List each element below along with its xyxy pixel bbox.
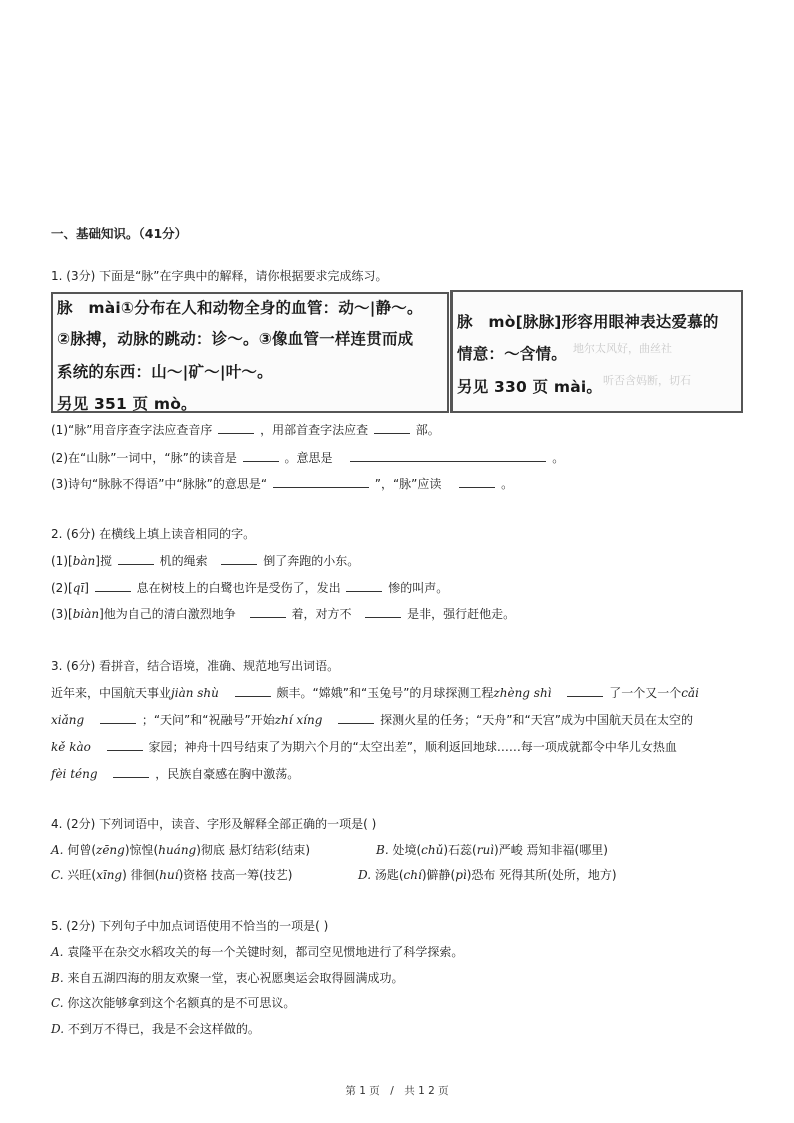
- text: ，用部首查字法应查: [260, 423, 369, 437]
- text: (3)[: [51, 607, 73, 621]
- question-4-stem: 4. (2分) 下列词语中，读音、字形及解释全部正确的一项是( ): [51, 817, 377, 831]
- dict-line: 另见 330 页 mài。: [457, 378, 603, 396]
- question-5-stem: 5. (2分) 下列句子中加点词语使用不恰当的一项是( ): [51, 919, 329, 933]
- text: )石蕊(: [443, 843, 477, 857]
- page-footer: 第 1 页 / 共 1 2 页: [345, 1085, 449, 1097]
- text: (1)“脉”用音序查字法应查音序: [51, 423, 213, 437]
- question-1-sub2: [51, 450, 564, 466]
- text: ]搅: [95, 554, 112, 568]
- text: 颇丰。“嫦娥”和“玉兔号”的月球探测工程: [276, 686, 494, 700]
- answer-blank[interactable]: [107, 739, 143, 751]
- option-letter: A.: [51, 843, 64, 857]
- answer-blank[interactable]: [350, 450, 546, 462]
- text: 来自五湖四海的朋友欢聚一堂，衷心祝愿奥运会取得圆满成功。: [67, 971, 404, 985]
- text: ]他为自己的清白激烈地争: [99, 607, 236, 621]
- dict-line: 情意：～含情。: [457, 345, 567, 363]
- text: 息在树枝上的白鹭也许是受伤了，发出: [136, 581, 341, 595]
- text: 了一个又一个: [609, 686, 682, 700]
- answer-blank[interactable]: [100, 712, 136, 724]
- text: 兴旺(: [67, 868, 97, 882]
- text: 处境(: [392, 843, 422, 857]
- option-letter: C.: [51, 996, 64, 1010]
- question-1-sub1: [51, 422, 440, 438]
- text: ]: [84, 581, 89, 595]
- pinyin: zhèng shì: [493, 686, 552, 700]
- text: ”，“脉”应读: [374, 477, 442, 491]
- pinyin: huí: [159, 868, 179, 882]
- text: 倒了奔跑的小东。: [263, 554, 360, 568]
- pinyin: zhí xíng: [274, 713, 323, 727]
- text: 家园；神舟十四号结束了为期六个月的“太空出差”，顺利返回地球……每一项成就都令中华儿女热血: [148, 740, 677, 754]
- question-2-stem: 2. (6分) 在横线上填上读音相同的字。: [51, 527, 256, 541]
- text: )彻底 悬灯结彩(结束): [196, 843, 311, 857]
- question-3-line2: [51, 712, 693, 728]
- text: )严峻 焉知非福(哪里): [494, 843, 608, 857]
- answer-blank[interactable]: [235, 685, 271, 697]
- section-title: 一、基础知识。（41分）: [51, 226, 188, 241]
- pinyin: cǎi: [681, 686, 699, 700]
- dictionary-entry-mai: [51, 292, 449, 413]
- pinyin: fèi téng: [51, 767, 98, 781]
- answer-blank[interactable]: [243, 450, 279, 462]
- dict-line: 另见 351 页 mò。: [57, 395, 197, 413]
- text: 汤匙(: [374, 868, 404, 882]
- option-d[interactable]: [51, 1021, 260, 1037]
- pinyin: biàn: [72, 607, 100, 621]
- text: 着，对方不: [291, 607, 352, 621]
- text: 何曾(: [67, 843, 96, 857]
- pinyin: pì: [455, 868, 467, 882]
- show-through-text: 地尔太风好，曲丝社: [573, 342, 672, 355]
- show-through-text: 听否含妈断，切石: [603, 374, 691, 387]
- option-c[interactable]: [51, 867, 292, 883]
- option-letter: A.: [51, 945, 64, 959]
- option-c[interactable]: [51, 995, 295, 1011]
- answer-blank[interactable]: [338, 712, 374, 724]
- question-1-stem: 1. (3分) 下面是“脉”在字典中的解释，请你根据要求完成练习。: [51, 269, 388, 283]
- text: 机的绳索: [159, 554, 208, 568]
- answer-blank[interactable]: [95, 580, 131, 592]
- text: ，民族自豪感在胸中激荡。: [155, 767, 300, 781]
- option-letter: B.: [376, 843, 389, 857]
- answer-blank[interactable]: [118, 553, 154, 565]
- option-letter: B.: [51, 971, 64, 985]
- pinyin: qī: [72, 581, 85, 595]
- answer-blank[interactable]: [218, 422, 254, 434]
- pinyin: ruì: [476, 843, 495, 857]
- text: 袁隆平在杂交水稻攻关的每一个关键时刻，都司空见惯地进行了科学探索。: [67, 945, 464, 959]
- option-a[interactable]: [51, 944, 463, 960]
- answer-blank[interactable]: [250, 606, 286, 618]
- text: )僻静(: [421, 868, 456, 882]
- question-3-line1: [51, 685, 699, 701]
- answer-blank[interactable]: [567, 685, 603, 697]
- dict-line: 脉 mò[脉脉]形容用眼神表达爱慕的: [457, 313, 719, 331]
- text: 不到万不得已，我是不会这样做的。: [67, 1022, 260, 1036]
- text: 惨的叫声。: [388, 581, 449, 595]
- pinyin: xīng: [96, 868, 123, 882]
- pinyin: huáng: [158, 843, 197, 857]
- option-letter: D.: [358, 868, 372, 882]
- text: (2)在“山脉”一词中，“脉”的读音是: [51, 451, 237, 465]
- text: )恐布 死得其所(处所，地方): [466, 868, 617, 882]
- question-1-sub3: [51, 476, 513, 492]
- answer-blank[interactable]: [365, 606, 401, 618]
- text: 是非，强行赶他走。: [407, 607, 516, 621]
- option-letter: C.: [51, 868, 64, 882]
- pinyin: chǔ: [421, 843, 444, 857]
- answer-blank[interactable]: [221, 553, 257, 565]
- option-b[interactable]: [376, 842, 608, 858]
- pinyin: zēng: [96, 843, 125, 857]
- option-d[interactable]: [358, 867, 617, 883]
- option-b[interactable]: [51, 970, 403, 986]
- text: ) 徘徊(: [122, 868, 160, 882]
- pinyin: bàn: [72, 554, 96, 568]
- text: (3)诗句“脉脉不得语”中“脉脉”的意思是“: [51, 477, 268, 491]
- question-2-line2: [51, 580, 448, 596]
- text: 探测火星的任务；“天舟”和“天宫”成为中国航天员在太空的: [380, 713, 693, 727]
- question-3-line3: [51, 739, 677, 755]
- dictionary-entry-mo: [450, 290, 743, 413]
- pinyin: chí: [403, 868, 422, 882]
- text: 。: [552, 451, 565, 465]
- text: (2)[: [51, 581, 73, 595]
- text: 部。: [415, 423, 440, 437]
- question-3-stem: 3. (6分) 看拼音，结合语境，准确、规范地写出词语。: [51, 659, 340, 673]
- pinyin: kě kào: [51, 740, 91, 754]
- text: 近年来，中国航天事业: [51, 686, 172, 700]
- pinyin: xiǎng: [51, 713, 85, 727]
- dict-line: 系统的东西：山～|矿～|叶～。: [57, 363, 273, 381]
- answer-blank[interactable]: [346, 580, 382, 592]
- text: 。: [501, 477, 514, 491]
- text: )资格 技高一筹(技艺): [178, 868, 293, 882]
- answer-blank[interactable]: [374, 422, 410, 434]
- question-2-line1: [51, 553, 359, 569]
- question-3-line4: [51, 766, 299, 782]
- answer-blank[interactable]: [273, 476, 369, 488]
- question-2-line3: [51, 606, 515, 622]
- text: 你这次能够拿到这个名额真的是不可思议。: [67, 996, 296, 1010]
- option-letter: D.: [51, 1022, 65, 1036]
- text: 。意思是: [284, 451, 333, 465]
- option-a[interactable]: [51, 842, 310, 858]
- dict-line: 脉 mài①分布在人和动物全身的血管：动～|静～。: [57, 299, 423, 317]
- text: (1)[: [51, 554, 73, 568]
- pinyin: jiàn shù: [171, 686, 219, 700]
- answer-blank[interactable]: [113, 766, 149, 778]
- dict-line: ②脉搏，动脉的跳动：诊～。③像血管一样连贯而成: [57, 330, 414, 348]
- answer-blank[interactable]: [459, 476, 495, 488]
- text: )惊惶(: [124, 843, 159, 857]
- text: ；“天问”和“祝融号”开始: [141, 713, 275, 727]
